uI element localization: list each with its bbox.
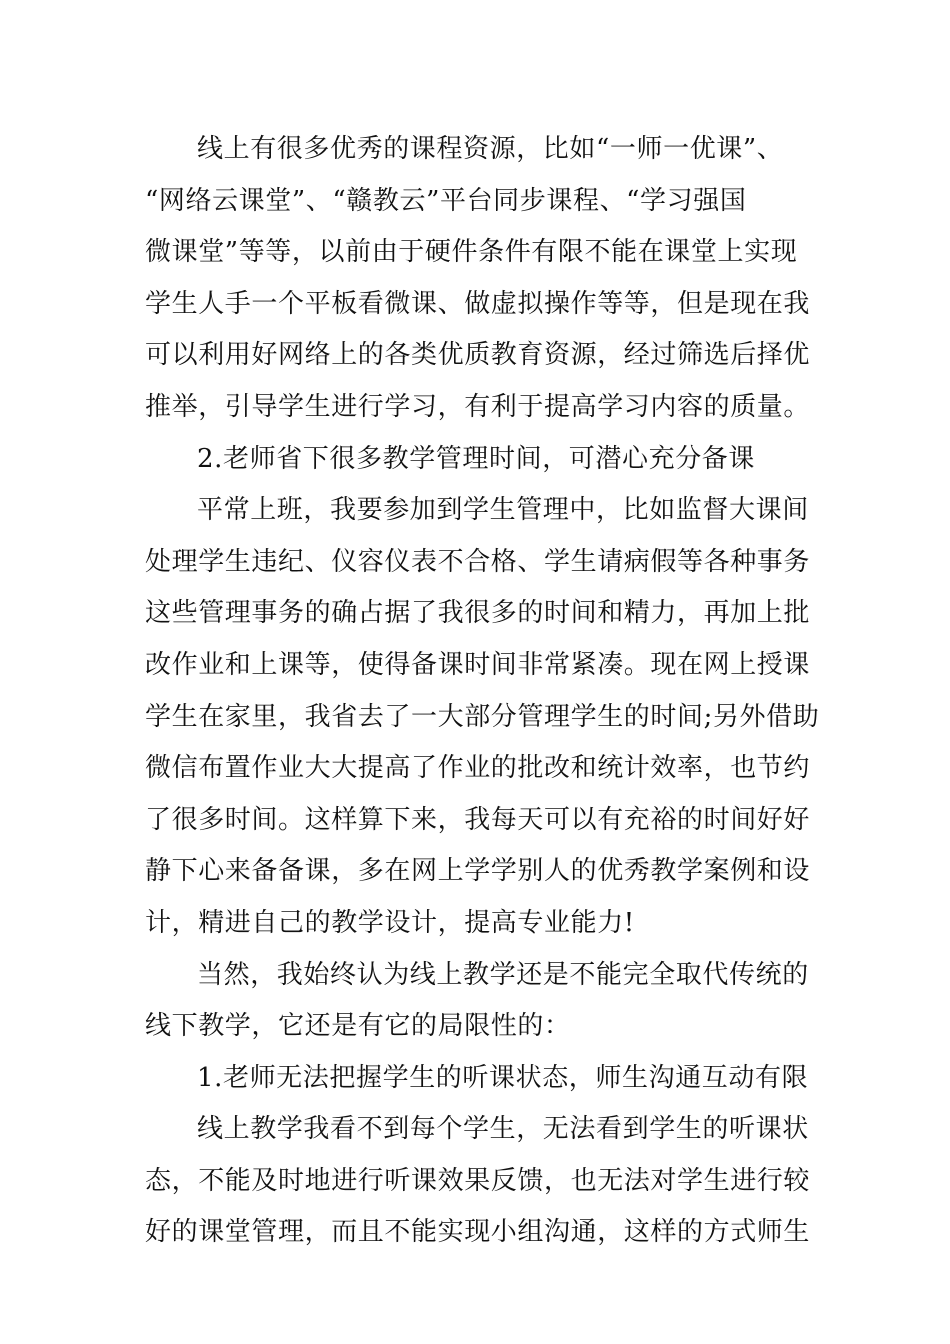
text-line: 推举，引导学生进行学习，有利于提高学习内容的质量。: [145, 391, 811, 422]
text-line: 微课堂”等等，以前由于硬件条件有限不能在课堂上实现: [145, 237, 798, 268]
text-line: 学生在家里，我省去了一大部分管理学生的时间;另外借助: [145, 701, 820, 732]
text-line: 线上有很多优秀的课程资源，比如“一师一优课”、: [197, 134, 784, 164]
text-line: “网络云课堂”、“赣教云”平台同步课程、“学习强国: [145, 185, 747, 216]
text-line: 改作业和上课等，使得备课时间非常紧凑。现在网上授课: [145, 649, 811, 680]
section-heading: 1.老师无法把握学生的听课状态，师生沟通互动有限: [197, 1062, 809, 1093]
text-line: 线下教学，它还是有它的局限性的：: [145, 1011, 571, 1042]
text-line: 当然，我始终认为线上教学还是不能完全取代传统的: [197, 959, 809, 990]
text-line: 静下心来备备课，多在网上学学别人的优秀教学案例和设: [145, 856, 811, 887]
text-line: 计，精进自己的教学设计，提高专业能力!: [145, 907, 635, 938]
section-heading: 2.老师省下很多教学管理时间，可潜心充分备课: [197, 443, 756, 474]
text-line: 平常上班，我要参加到学生管理中，比如监督大课间: [197, 495, 809, 526]
text-line: 这些管理事务的确占据了我很多的时间和精力，再加上批: [145, 598, 811, 629]
text-line: 学生人手一个平板看微课、做虚拟操作等等，但是现在我: [145, 288, 811, 319]
text-line: 了很多时间。这样算下来，我每天可以有充裕的时间好好: [145, 804, 811, 835]
text-line: 处理学生违纪、仪容仪表不合格、学生请病假等各种事务: [145, 546, 811, 577]
text-line: 好的课堂管理，而且不能实现小组沟通，这样的方式师生: [145, 1217, 811, 1248]
document-body: [145, 124, 820, 1259]
text-line: 可以利用好网络上的各类优质教育资源，经过筛选后择优: [145, 340, 811, 371]
text-line: 线上教学我看不到每个学生，无法看到学生的听课状: [197, 1114, 809, 1145]
text-line: 微信布置作业大大提高了作业的批改和统计效率，也节约: [145, 753, 811, 784]
text-line: 态，不能及时地进行听课效果反馈，也无法对学生进行较: [145, 1165, 811, 1196]
